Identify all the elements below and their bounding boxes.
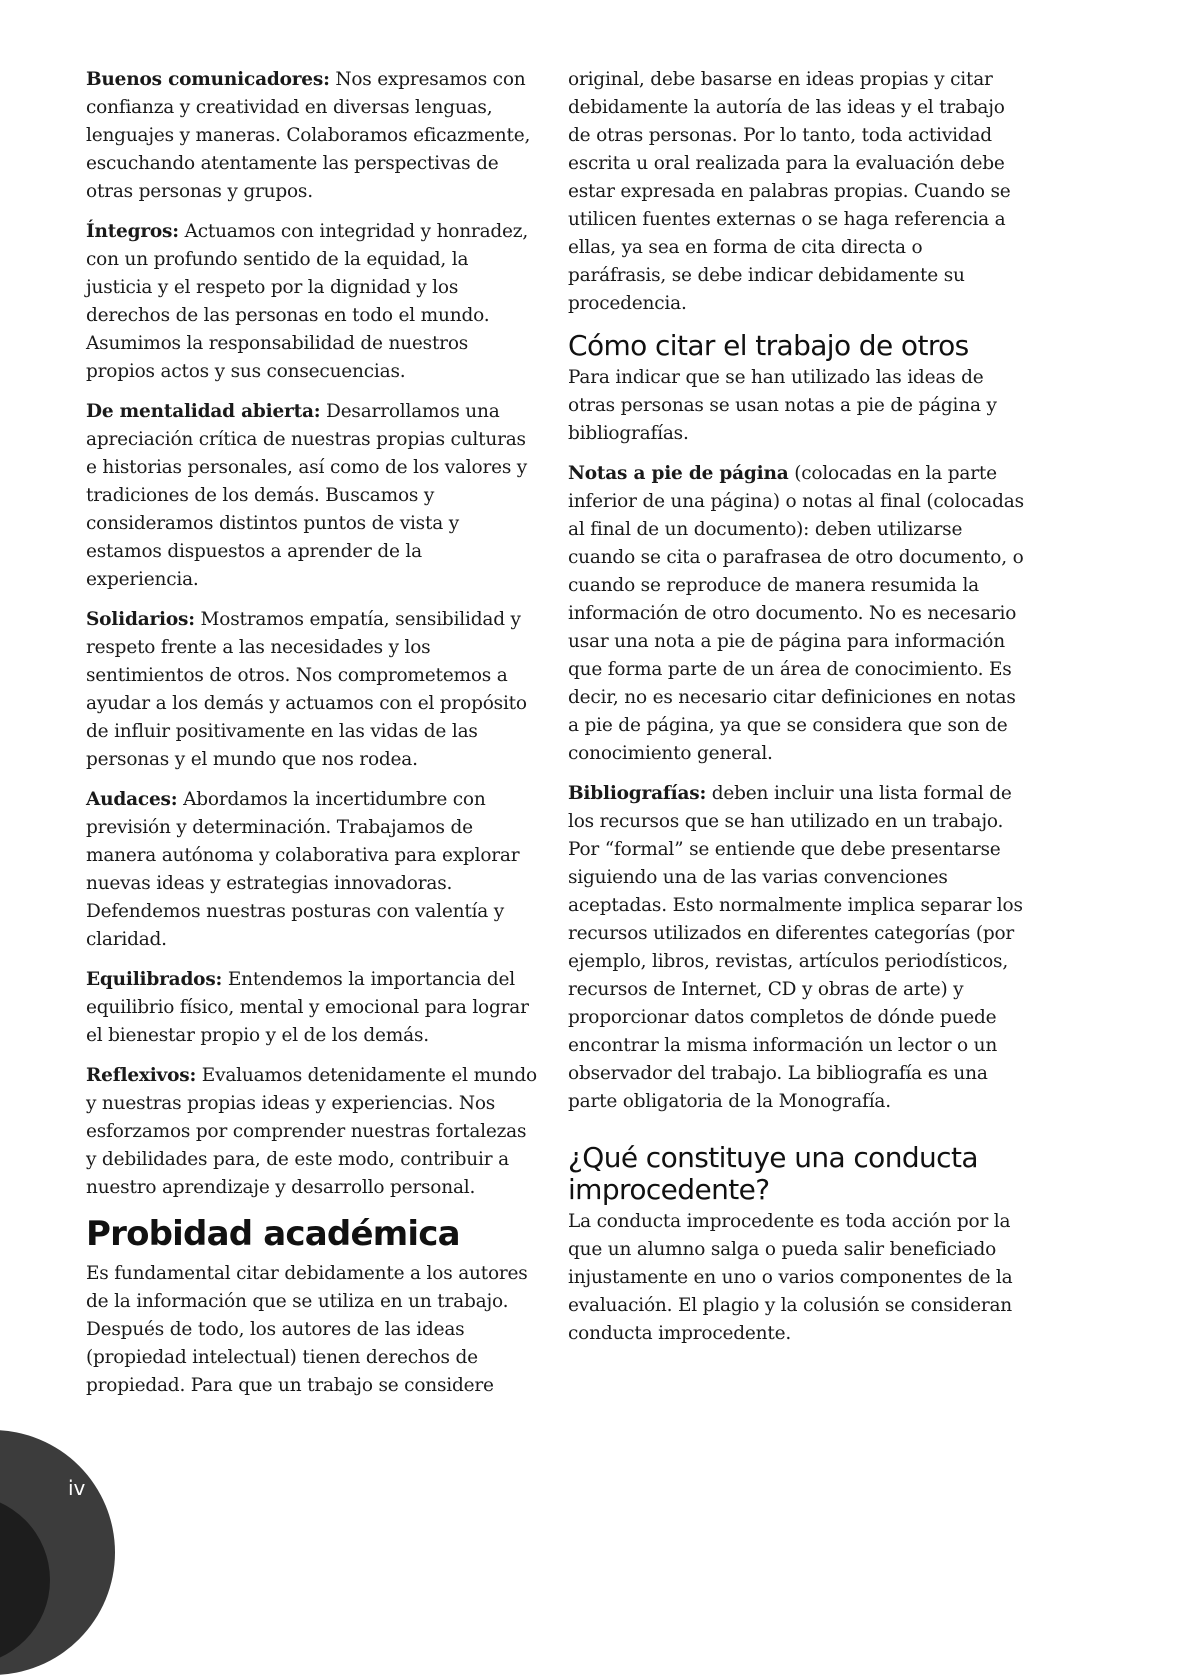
left-column bbox=[86, 66, 538, 1412]
bibliografias-paragraph: Bibliografías: deben incluir una lista formal de los recursos que se han utilizado en un trabajo. Por “formal” se entiende que debe presentarse siguiendo una de las varias convenciones aceptadas. Esto normalmente implica separar los recursos utilizados en diferentes categorías (por ejemplo, libros, revistas, artículos periodísticos, recursos de Internet, CD y obras de arte) y proporcionar datos completos de dónde puede encontrar la misma información un lector o un observador del trabajo. La bibliografía es una parte obligatoria de la Monografía. bbox=[568, 783, 1023, 1112]
right-column bbox=[568, 66, 1024, 1360]
page-number: iv bbox=[68, 1476, 86, 1500]
notas-paragraph: Notas a pie de página (colocadas en la parte inferior de una página) o notas al final (colocadas al final de un documento): deben utilizarse cuando se cita o parafrasea de otro documento, o cuando se reproduce de manera resumida la información de otro documento. No es necesario usar una nota a pie de página para información que forma parte de un área de conocimiento. Es decir, no es necesario citar definiciones en notas a pie de página, ya que se considera que son de conocimiento general. bbox=[568, 463, 1024, 764]
conducta-text: La conducta improcedente es toda acción por la que un alumno salga o pueda salir beneficiado injustamente en uno o varios componentes de la evaluación. El plagio y la colusión se consideran conducta improcedente. bbox=[568, 1211, 1013, 1344]
probidad-text: Es fundamental citar debidamente a los autores de la información que se utiliza en un trabajo. Después de todo, los autores de las ideas (propiedad intelectual) tienen derechos de propiedad. Para que un trabajo se considere bbox=[86, 1263, 528, 1396]
profile-open-minded: De mentalidad abierta: Desarrollamos una apreciación crítica de nuestras propias culturas e historias personales, así como de los valores y tradiciones de los demás. Buscamos y consideramos distintos puntos de vista y estamos dispuestos a aprender de la experiencia. bbox=[86, 401, 528, 590]
profile-balanced: Equilibrados: Entendemos la importancia del equilibrio físico, mental y emocional para lograr el bienestar propio y el de los demás. bbox=[86, 969, 529, 1046]
citar-heading: Cómo citar el trabajo de otros bbox=[568, 329, 969, 362]
profile-principled: Íntegros: Actuamos con integridad y honradez, con un profundo sentido de la equidad, la justicia y el respeto por la dignidad y los derechos de las personas en todo el mundo. Asumimos la responsabilidad de nuestros propios actos y sus consecuencias. bbox=[86, 221, 529, 382]
citar-intro: Para indicar que se han utilizado las ideas de otras personas se usan notas a pie de página y bibliografías. bbox=[568, 367, 997, 444]
profile-risk-takers: Audaces: Abordamos la incertidumbre con previsión y determinación. Trabajamos de manera autónoma y colaborativa para explorar nuevas ideas y estrategias innovadoras. Defendemos nuestras posturas con valentía y claridad. bbox=[86, 789, 520, 950]
profile-reflective: Reflexivos: Evaluamos detenidamente el mundo y nuestras propias ideas y experiencias. Nos esforzamos por comprender nuestras fortalezas y debilidades para, de este modo, contribuir a nuestro aprendizaje y desarrollo personal. bbox=[86, 1065, 537, 1198]
profile-communicators: Buenos comunicadores: Nos expresamos con confianza y creatividad en diversas lenguas, lenguajes y maneras. Colaboramos eficazmente, escuchando atentamente las perspectivas de otras personas y grupos. bbox=[86, 69, 531, 202]
conducta-heading: ¿Qué constituye una conducta improcedente? bbox=[568, 1141, 978, 1206]
probidad-continuation: original, debe basarse en ideas propias y citar debidamente la autoría de las ideas y el trabajo de otras personas. Por lo tanto, toda actividad escrita u oral realizada para la evaluación debe estar expresada en palabras propias. Cuando se utilicen fuentes externas o se haga referencia a ellas, ya sea en forma de cita directa o paráfrasis, se debe indicar debidamente su procedencia. bbox=[568, 69, 1011, 314]
probidad-heading: Probidad académica bbox=[86, 1214, 460, 1254]
profile-caring: Solidarios: Mostramos empatía, sensibilidad y respeto frente a las necesidades y los sentimientos de otros. Nos comprometemos a ayudar a los demás y actuamos con el propósito de influir positivamente en las vidas de las personas y el mundo que nos rodea. bbox=[86, 609, 527, 770]
